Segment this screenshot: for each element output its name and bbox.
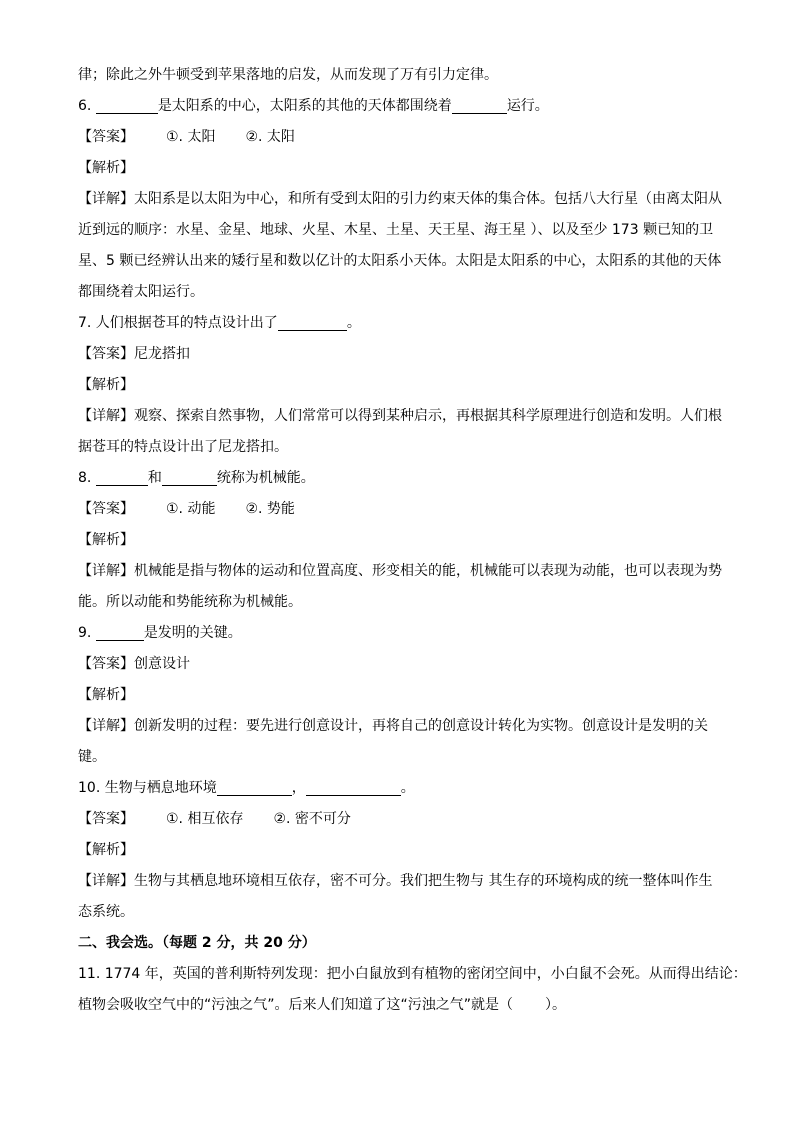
answer-7: 【答案】尼龙搭扣	[78, 346, 190, 362]
detail-6-line-1: 【详解】太阳系是以太阳为中心，和所有受到太阳的引力约束天体的集合体。包括八大行星（由离太阳从	[78, 191, 722, 207]
question-11-line-1: 11. 1774 年，英国的普利斯特列发现：把小白鼠放到有植物的密闭空间中，小白鼠不会死。从而得出结论：	[78, 966, 747, 982]
document-content	[78, 60, 747, 1021]
analysis-label: 【解析】	[78, 842, 134, 858]
question-9: 9. 是发明的关键。	[78, 618, 723, 649]
answer-9: 【答案】创意设计	[78, 656, 190, 672]
text-line: 律；除此之外牛顿受到苹果落地的启发，从而发现了万有引力定律。	[78, 67, 498, 83]
detail-7-line-1: 【详解】观察、探索自然事物，人们常常可以得到某种启示，再根据其科学原理进行创造和发明。人们根	[78, 408, 722, 424]
answer-6: 【答案】 ①. 太阳 ②. 太阳	[78, 129, 295, 145]
question-11-line-2: 植物会吸收空气中的“污浊之气”。后来人们知道了这“污浊之气”就是（ ）。	[78, 997, 567, 1013]
analysis-label: 【解析】	[78, 532, 134, 548]
detail-7-line-2: 据苍耳的特点设计出了尼龙搭扣。	[78, 439, 288, 455]
analysis-label: 【解析】	[78, 687, 134, 703]
detail-9-line-1: 【详解】创新发明的过程：要先进行创意设计，再将自己的创意设计转化为实物。创意设计是发明的关	[78, 718, 708, 734]
analysis-label: 【解析】	[78, 377, 134, 393]
question-7: 7. 人们根据苍耳的特点设计出了 。	[78, 308, 723, 339]
answer-10: 【答案】 ①. 相互依存 ②. 密不可分	[78, 811, 351, 827]
answer-8: 【答案】 ①. 动能 ②. 势能	[78, 501, 295, 517]
detail-10-line-2: 态系统。	[78, 904, 134, 920]
detail-8-line-2: 能。所以动能和势能统称为机械能。	[78, 594, 302, 610]
question-6: 6. 是太阳系的中心，太阳系的其他的天体都围绕着 运行。	[78, 91, 723, 122]
detail-6-line-4: 都围绕着太阳运行。	[78, 284, 204, 300]
section-heading: 二、我会选。（每题 2 分，共 20 分）	[78, 935, 316, 951]
detail-6-line-2: 近到远的顺序：水星、金星、地球、火星、木星、土星、天王星、海王星 ）、以及至少 173 颗已知的卫	[78, 222, 714, 238]
detail-9-line-2: 键。	[78, 749, 106, 765]
analysis-label: 【解析】	[78, 160, 134, 176]
detail-6-line-3: 星、5 颗已经辨认出来的矮行星和数以亿计的太阳系小天体。太阳是太阳系的中心，太阳系的其他的天体	[78, 253, 722, 269]
question-10: 10. 生物与栖息地环境 ， 。	[78, 773, 723, 804]
detail-8-line-1: 【详解】机械能是指与物体的运动和位置高度、形变相关的能，机械能可以表现为动能，也可以表现为势	[78, 563, 722, 579]
question-8: 8. 和 统称为机械能。	[78, 463, 723, 494]
detail-10-line-1: 【详解】生物与其栖息地环境相互依存，密不可分。我们把生物与 其生存的环境构成的统一整体叫作生	[78, 873, 713, 889]
